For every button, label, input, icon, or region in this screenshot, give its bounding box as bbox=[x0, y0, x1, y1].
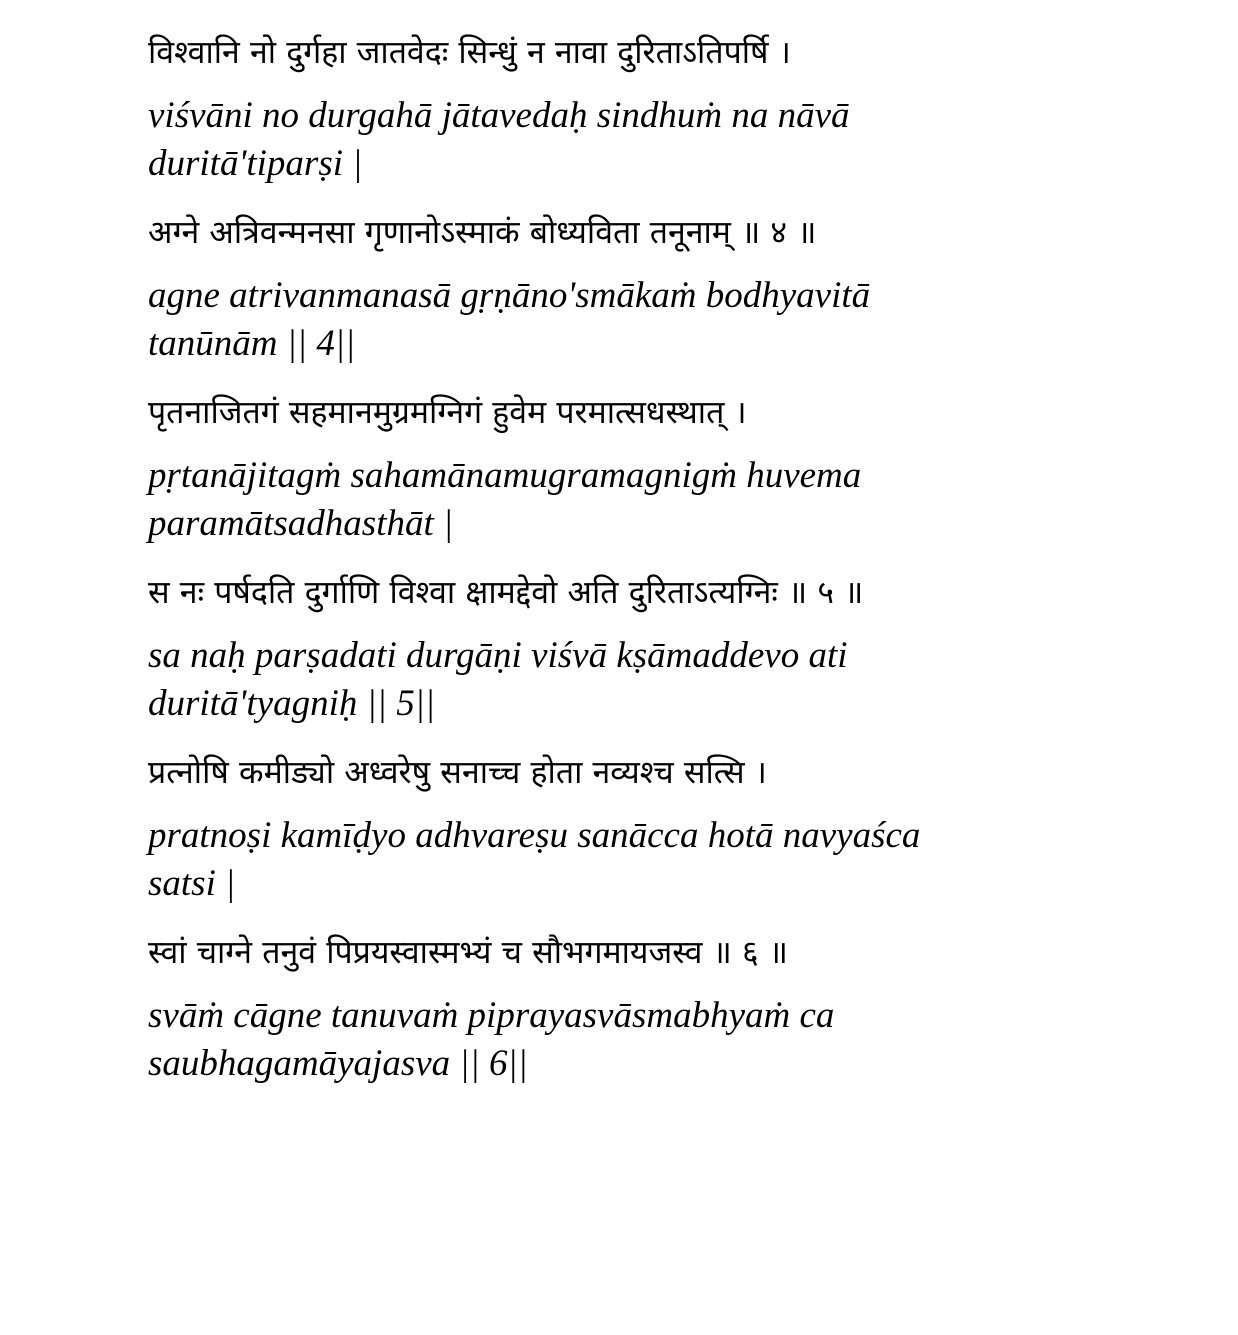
transliteration-line: pṛtanājitagṁ sahamānamugramagnigṁ huvema paramātsadhasthāt | bbox=[148, 455, 862, 544]
devanagari-line: स नः पर्षदति दुर्गाणि विश्वा क्षामद्देवो अति दुरिताऽत्यग्निः ॥ ५ ॥ bbox=[148, 573, 864, 611]
devanagari-line: अग्ने अत्रिवन्मनसा गृणानोऽस्माकं बोध्यविता तनूनाम् ॥ ४ ॥ bbox=[148, 213, 817, 251]
devanagari-line: विश्वानि नो दुर्गहा जातवेदः सिन्धुं न नावा दुरिताऽतिपर्षि । bbox=[148, 33, 791, 71]
transliteration-line: sa naḥ parṣadati durgāṇi viśvā kṣāmaddevo ati duritā'tyagniḥ || 5|| bbox=[148, 635, 848, 724]
verse-4 bbox=[148, 558, 1208, 728]
transliteration-line: pratnoṣi kamīḍyo adhvareṣu sanācca hotā navyaśca satsi | bbox=[148, 815, 921, 904]
transliteration-line: viśvāni no durgahā jātavedaḥ sindhuṁ na nāvā duritā'tiparṣi | bbox=[148, 95, 850, 184]
transliteration-line: svāṁ cāgne tanuvaṁ piprayasvāsmabhyaṁ ca saubhagamāyajasva || 6|| bbox=[148, 995, 835, 1084]
verse-3 bbox=[148, 378, 1208, 548]
verse-6 bbox=[148, 918, 1208, 1088]
verse-1 bbox=[148, 18, 1208, 188]
verse-5 bbox=[148, 738, 1208, 908]
devanagari-line: पृतनाजितगं सहमानमुग्रमग्निगं हुवेम परमात्सधस्थात् । bbox=[148, 393, 747, 431]
transliteration-line: agne atrivanmanasā gṛṇāno'smākaṁ bodhyavitā tanūnām || 4|| bbox=[148, 275, 871, 364]
devanagari-line: प्रत्नोषि कमीड्यो अध्वरेषु सनाच्च होता नव्यश्च सत्सि । bbox=[148, 753, 767, 791]
devanagari-line: स्वां चाग्ने तनुवं पिप्रयस्वास्मभ्यं च सौभगमायजस्व ॥ ६ ॥ bbox=[148, 933, 788, 971]
verse-2 bbox=[148, 198, 1208, 368]
document-page bbox=[148, 18, 1208, 1098]
